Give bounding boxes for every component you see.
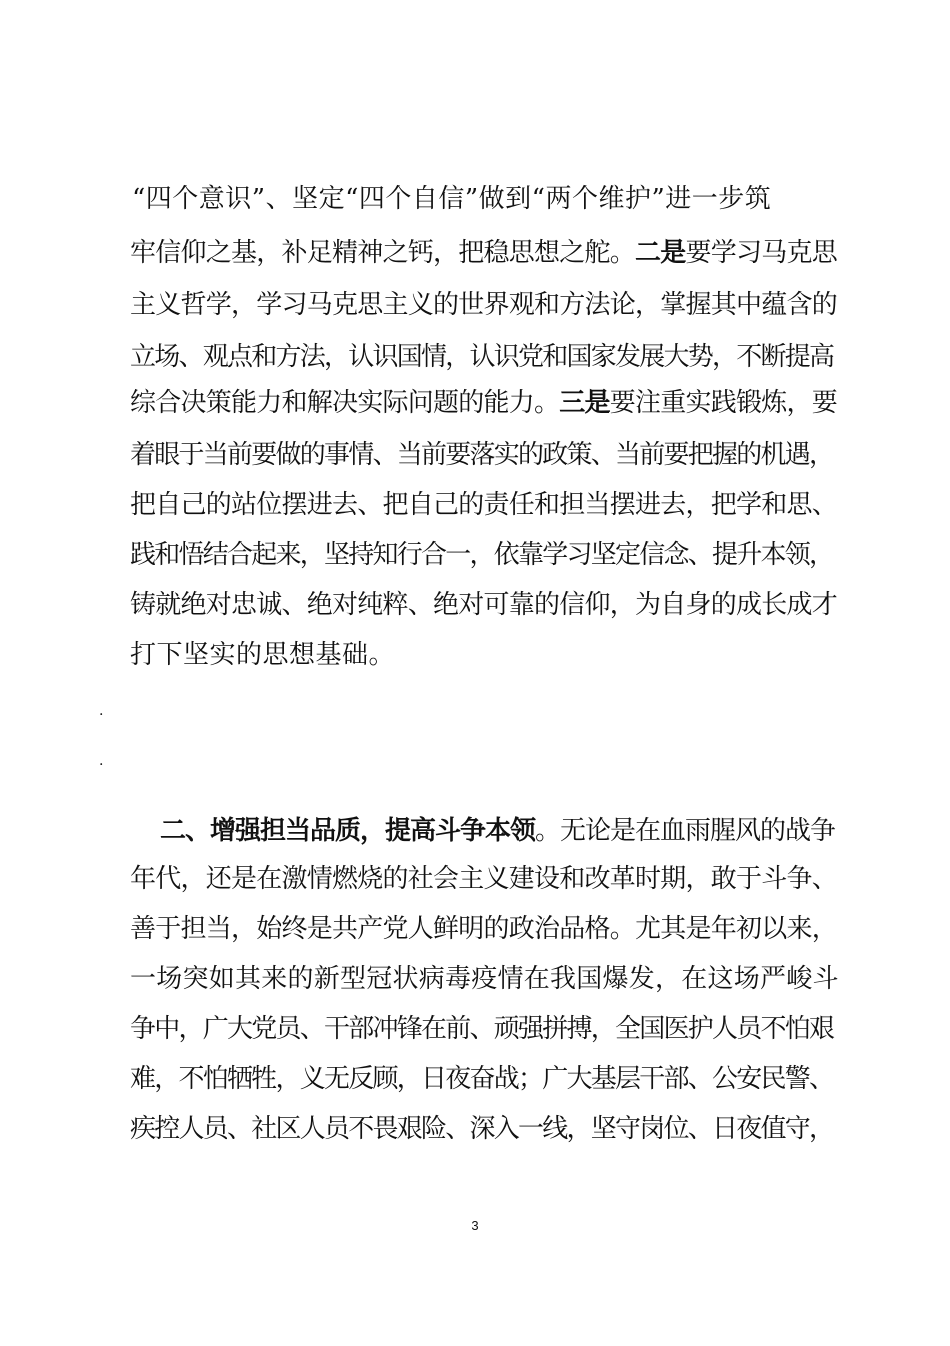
p1-line-1 [132,182,771,216]
p1-line-6-text: 着眼于当前要做的事情、当前要落实的政策、当前要把握的机遇， [130,440,834,470]
section-heading: 二、增强担当品质，提高斗争本领 [160,816,536,846]
p1-line-1-text: “四个意识”、坚定“四个自信”做到“两个维护”进一步筑 [132,184,772,214]
p1-line-5-text-a: 综合决策能力和解决实际问题的能力。 [130,388,560,418]
p2-line-4-text: 一场突如其来的新型冠状病毒疫情在我国爆发，在这场严峻斗 [130,964,839,994]
p2-line-3 [130,912,837,946]
p1-bold-marker-two: 二是 [635,238,686,268]
p1-line-7-text: 把自己的站位摆进去、把自己的责任和担当摆进去，把学和思、 [130,490,838,520]
p2-line-1-text: 。无论是在血雨腥风的战争 [535,816,836,846]
p1-line-10 [130,638,395,672]
p1-line-5-text-c: 要注重实践锻炼，要 [609,388,838,418]
p1-line-5 [130,386,837,420]
separator-dot-2: . [99,753,104,769]
p1-line-10-text: 打下坚实的思想基础。 [130,640,396,670]
p1-line-9-text: 铸就绝对忠诚、绝对纯粹、绝对可靠的信仰，为自身的成长成才 [130,590,838,620]
p2-line-7-text: 疾控人员、社区人员不畏艰险、深入一线，坚守岗位、日夜值守， [130,1114,834,1144]
p1-line-3-text: 主义哲学，学习马克思主义的世界观和方法论，掌握其中蕴含的 [130,290,838,320]
p2-line-7 [130,1112,833,1146]
p1-line-8 [130,538,833,572]
p2-line-4 [130,962,839,996]
p2-line-3-text: 善于担当，始终是共产党人鲜明的政治品格。尤其是年初以来， [130,914,838,944]
p1-line-8-text: 践和悟结合起来，坚持知行合一，依靠学习坚定信念、提升本领， [130,540,834,570]
p2-line-1 [160,814,835,848]
p1-line-2-text-a: 牢信仰之基，补足精神之钙，把稳思想之舵。 [130,238,636,268]
page-number: 3 [471,1218,479,1233]
p2-line-6 [130,1062,833,1096]
p2-line-5-text: 争中，广大党员、干部冲锋在前、顽强拼搏，全国医护人员不怕艰 [130,1014,834,1044]
p1-line-7 [130,488,837,522]
p1-line-9 [130,588,837,622]
p1-line-4-text: 立场、观点和方法，认识国情，认识党和国家发展大势，不断提高 [130,342,834,372]
p1-bold-marker-three: 三是 [559,388,610,418]
p1-line-2 [130,236,837,270]
p1-line-4 [130,340,833,374]
p2-line-2 [130,862,837,896]
separator-dot-1: . [99,703,104,719]
p1-line-3 [130,288,837,322]
p1-line-2-text-c: 要学习马克思 [685,238,838,268]
p1-line-6 [130,438,833,472]
p2-line-6-text: 难，不怕牺牲，义无反顾，日夜奋战；广大基层干部、公安民警、 [130,1064,834,1094]
p2-line-2-text: 年代，还是在激情燃烧的社会主义建设和改革时期，敢于斗争、 [130,864,838,894]
p2-line-5 [130,1012,833,1046]
